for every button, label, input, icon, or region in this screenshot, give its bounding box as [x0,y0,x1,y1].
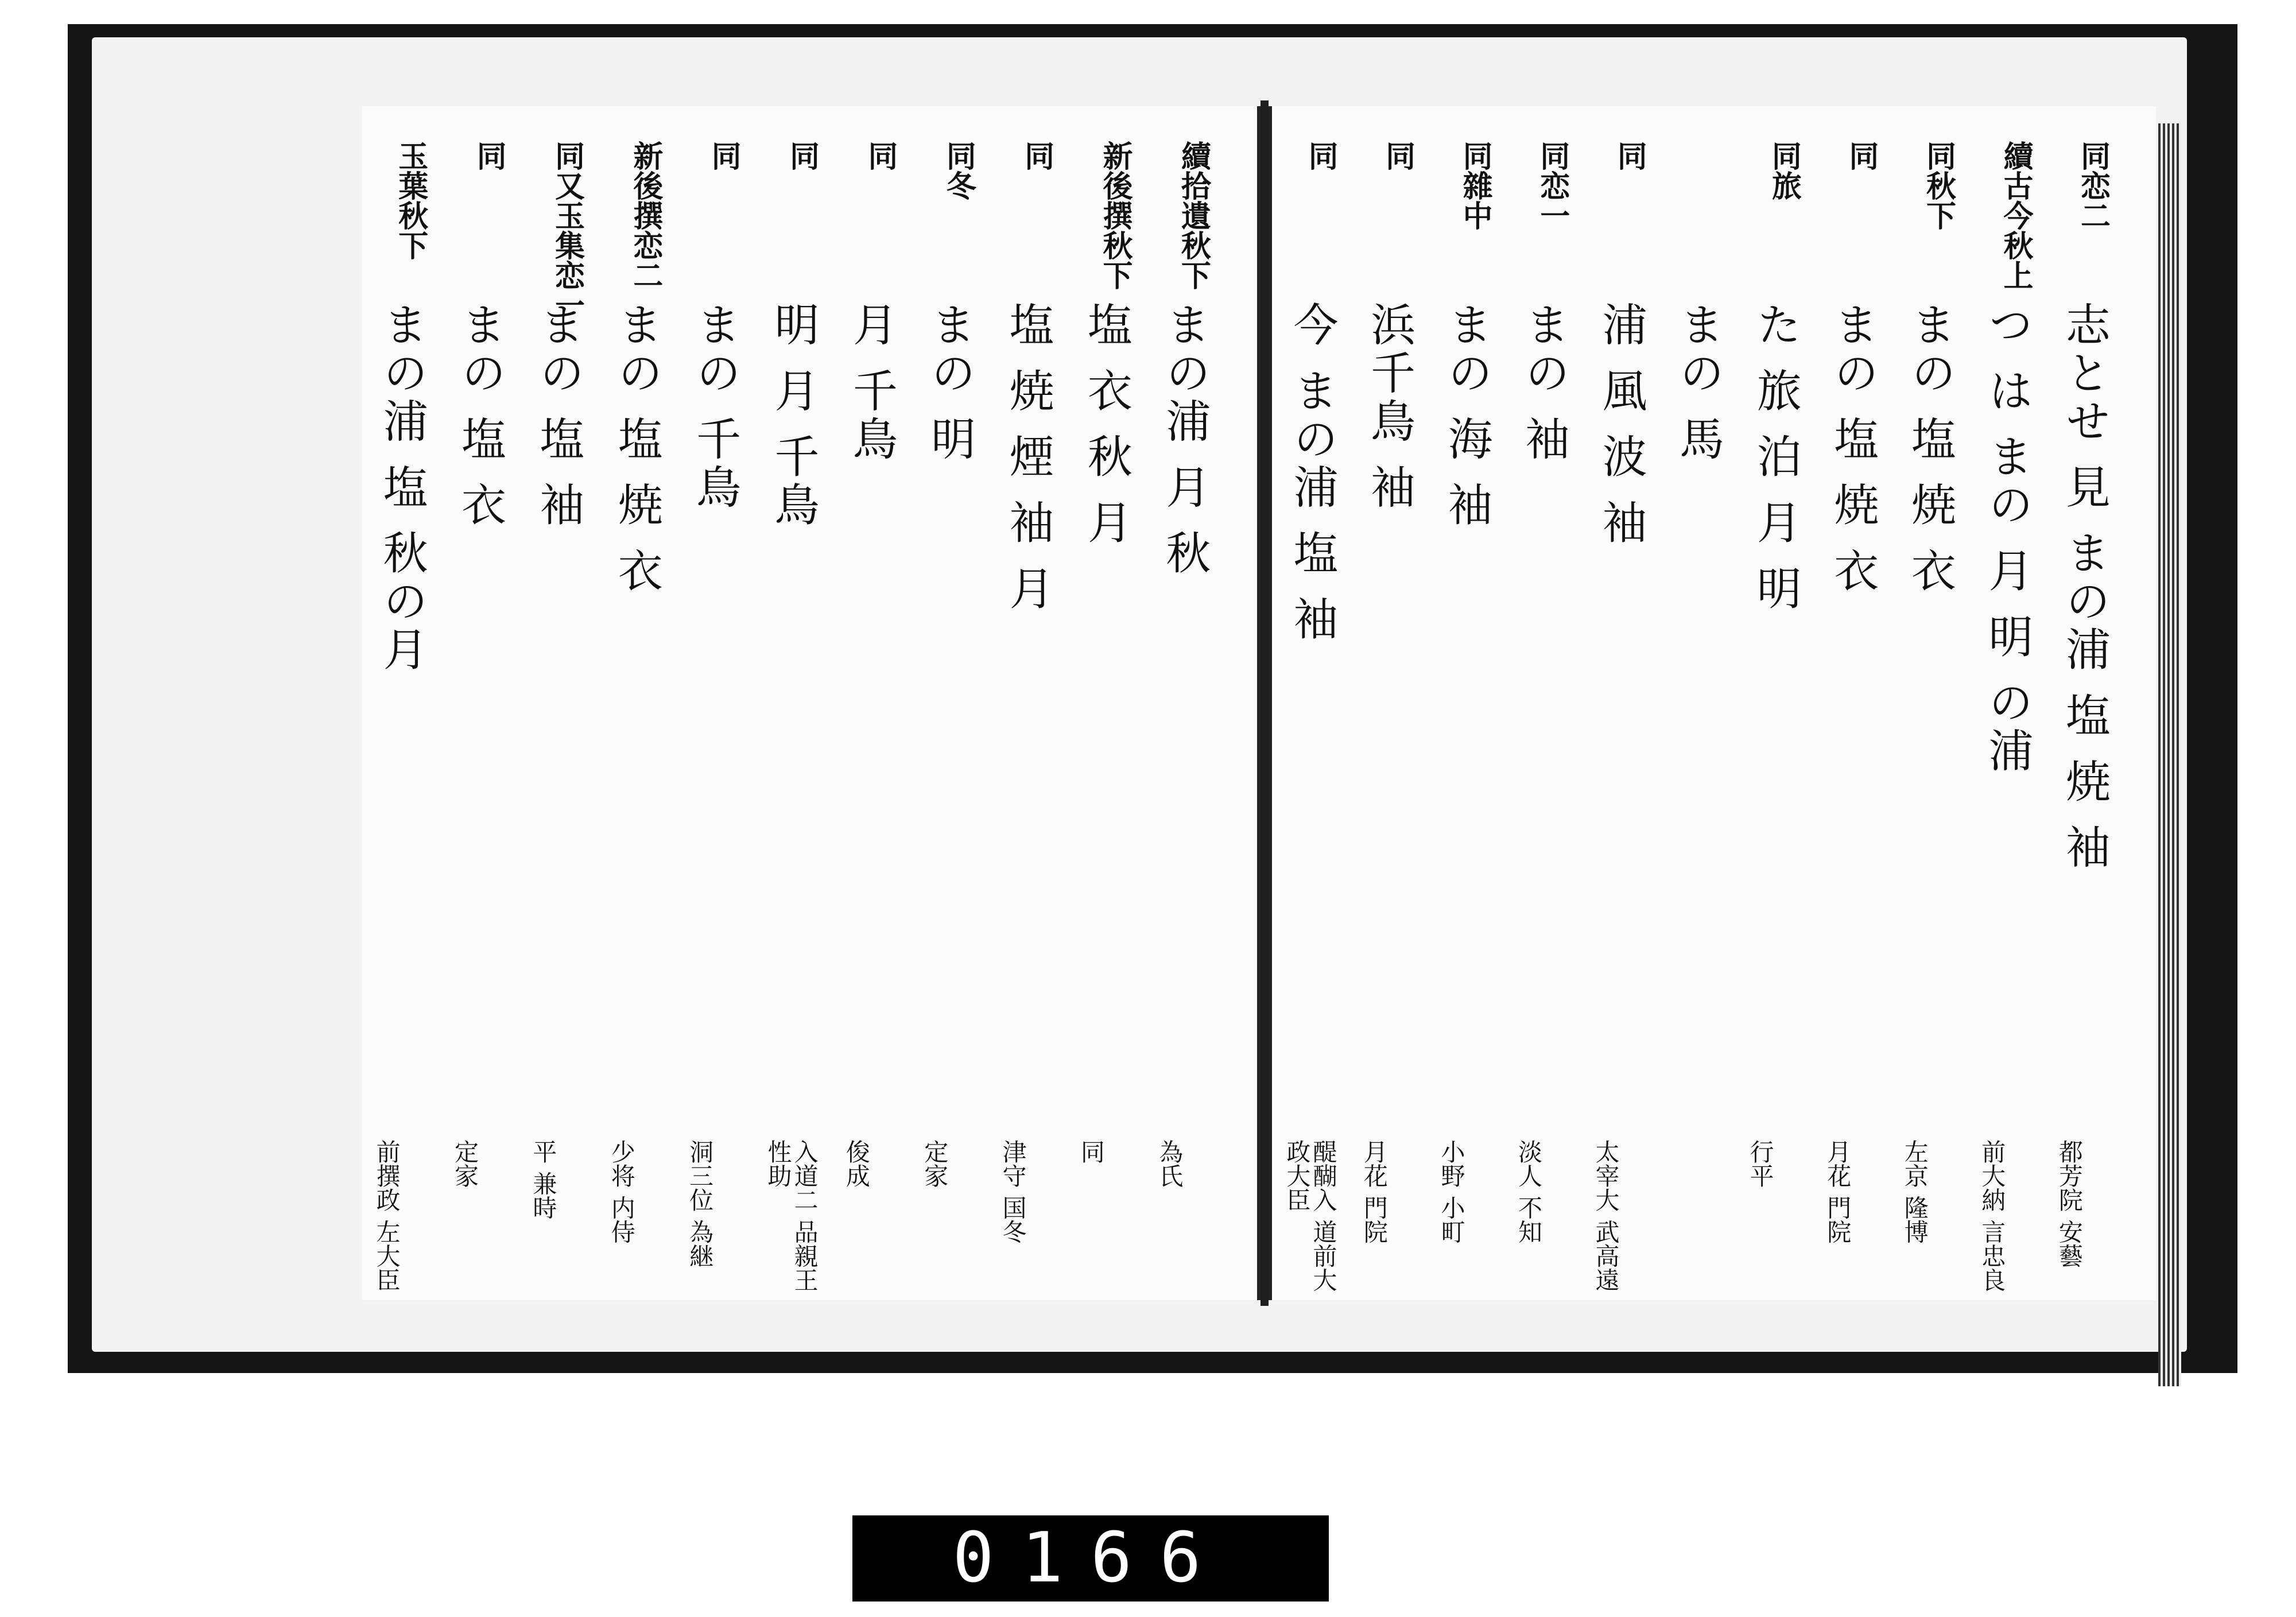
poem-text: 今 まの浦 塩 袖 [1286,301,1338,644]
poem-author: 前撰政 左大臣 [373,1139,401,1292]
poem-source: 同 [1380,141,1415,170]
poem-source: 同 [784,141,820,170]
poem-source: 同 [1019,141,1054,170]
poem-author: 前大納 言忠良 [1978,1139,2007,1292]
poem-source: 新後撰秋下 [1097,141,1133,290]
poem-source: 同 [1303,141,1339,170]
poem-source: 同恋一 [1534,141,1570,230]
left-page [362,106,1261,1300]
book-gutter [1261,100,1269,1306]
open-book [92,37,2187,1352]
poem-author: 洞三位 為継 [686,1139,715,1268]
poem-source: 同 [1843,141,1879,170]
poem-author: 都芳院 安藝 [2055,1139,2084,1268]
poem-text: まの 千鳥 [689,301,741,512]
poem-author: 同 [1077,1139,1106,1164]
poem-text: まの 海 袖 [1440,301,1492,530]
poem-author: 行平 [1746,1139,1775,1188]
poem-source: 同冬 [941,141,976,200]
poem-author: 少将 内侍 [607,1139,636,1244]
poem-text: 浜千鳥 袖 [1363,301,1415,512]
poem-text: まの 塩 衣 [454,301,506,530]
poem-text: つ は まの 月 明 の浦 [1981,301,2033,775]
poem-text: た 旅 泊 月 明 [1749,301,1801,614]
poem-source: 新後撰恋二 [627,141,663,290]
poem-source: 同雜中 [1457,141,1493,230]
poem-text: まの 馬 [1672,301,1724,464]
poem-source: 同恋二 [2075,141,2111,230]
poem-text: 明 月 千鳥 [767,301,819,530]
frame-number: 0166 [852,1515,1329,1602]
poem-text: まの浦 月 秋 [1158,301,1211,578]
poem-author: 入道二 品親王 性助 [764,1139,819,1292]
poem-author: 為氏 [1155,1139,1184,1188]
poem-author: 月花 門院 [1824,1139,1852,1244]
poem-text: まの 塩 袖 [532,301,584,530]
poem-author: 月花 門院 [1360,1139,1389,1244]
poem-text: 志とせ 見 まの浦 塩 焼 袖 [2058,301,2110,872]
poem-author: 定家 [921,1139,949,1188]
poem-author: 淡人 不知 [1515,1139,1543,1244]
poem-author: 太宰大 武高遠 [1592,1139,1620,1292]
poem-author: 醍醐入 道前大 政大臣 [1283,1139,1338,1292]
poem-text: 月 千鳥 [845,301,897,464]
poem-author: 小野 小町 [1437,1139,1466,1244]
poem-author: 定家 [451,1139,479,1188]
poem-author: 津守 国冬 [999,1139,1027,1244]
poem-source: 玉葉秋下 [393,141,428,260]
poem-source: 同 [1612,141,1647,170]
poem-author: 左京 隆博 [1901,1139,1929,1244]
poem-text: まの 明 [924,301,976,464]
page-edges [2158,123,2181,1386]
poem-author: 平 兼時 [529,1139,558,1220]
poem-text: 浦 風 波 袖 [1595,301,1647,548]
poem-text: まの 袖 [1518,301,1570,464]
poem-source: 同 [862,141,898,170]
poem-source: 同旅 [1766,141,1802,200]
poem-source: 續古今秋上 [1998,141,2033,290]
poem-source: 同秋下 [1921,141,1956,230]
poem-source: 同又玉集恋一 [549,141,585,320]
poem-author: 俊成 [842,1139,871,1188]
poem-text: まの浦 塩 秋の月 [375,301,428,674]
poem-source: 同 [471,141,507,170]
poem-text: まの 塩 焼 衣 [1903,301,1956,596]
poem-source: 同 [706,141,742,170]
poem-text: 塩 衣 秋 月 [1080,301,1132,548]
poem-text: まの 塩 焼 衣 [610,301,662,596]
poem-source: 續拾遺秋下 [1176,141,1211,290]
poem-text: 塩 焼 煙 袖 月 [1002,301,1054,614]
poem-text: まの 塩 焼 衣 [1826,301,1879,596]
right-page [1269,106,2156,1300]
